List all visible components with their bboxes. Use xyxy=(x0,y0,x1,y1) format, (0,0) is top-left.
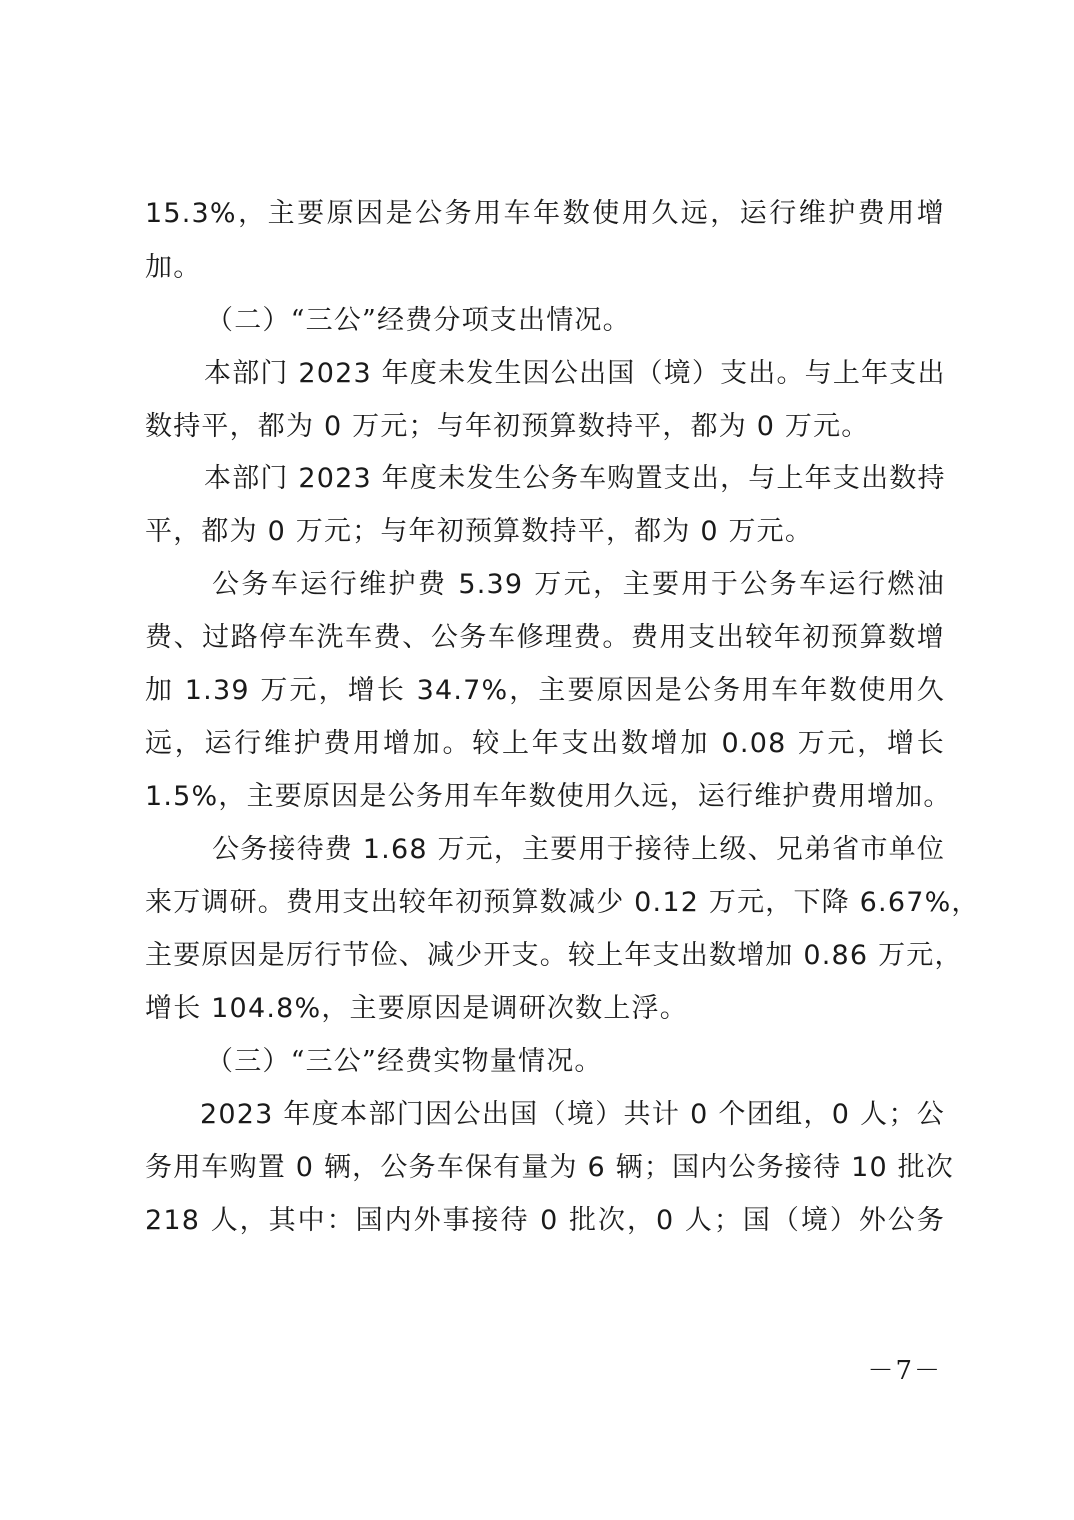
page-number: －7－ xyxy=(867,1356,942,1386)
paragraph-line: 加 1.39 万元，增长 34.7%，主要原因是公务用车年数使用久 xyxy=(145,675,945,706)
paragraph-line: 来万调研。费用支出较年初预算数减少 0.12 万元，下降 6.67%， xyxy=(145,887,980,918)
paragraph-line: 218 人，其中：国内外事接待 0 批次，0 人；国（境）外公务 xyxy=(145,1205,945,1236)
paragraph-line: 15.3%，主要原因是公务用车年数使用久远，运行维护费用增 xyxy=(145,198,945,229)
paragraph-line: 平，都为 0 万元；与年初预算数持平，都为 0 万元。 xyxy=(145,516,814,547)
paragraph-line: 费、过路停车洗车费、公务车修理费。费用支出较年初预算数增 xyxy=(145,622,945,653)
paragraph-line: 主要原因是厉行节俭、减少开支。较上年支出数增加 0.86 万元， xyxy=(145,940,963,971)
paragraph-line: 远，运行维护费用增加。较上年支出数增加 0.08 万元，增长 xyxy=(145,728,945,759)
paragraph-line: 务用车购置 0 辆，公务车保有量为 6 辆；国内公务接待 10 批次 xyxy=(145,1152,955,1183)
paragraph-line: 公务接待费 1.68 万元，主要用于接待上级、兄弟省市单位 xyxy=(212,834,946,865)
section-heading-2: （二）“三公”经费分项支出情况。 xyxy=(206,305,631,336)
paragraph-line: 本部门 2023 年度未发生公务车购置支出，与上年支出数持 xyxy=(204,463,946,494)
paragraph-line: 2023 年度本部门因公出国（境）共计 0 个团组，0 人；公 xyxy=(200,1099,945,1130)
paragraph-line: 本部门 2023 年度未发生因公出国（境）支出。与上年支出 xyxy=(204,358,946,389)
paragraph-line: 增长 104.8%，主要原因是调研次数上浮。 xyxy=(145,993,688,1024)
paragraph-line: 加。 xyxy=(145,252,202,283)
paragraph-line: 数持平，都为 0 万元；与年初预算数持平，都为 0 万元。 xyxy=(145,411,870,442)
section-heading-3: （三）“三公”经费实物量情况。 xyxy=(206,1046,603,1077)
paragraph-line: 公务车运行维护费 5.39 万元，主要用于公务车运行燃油 xyxy=(212,569,945,600)
paragraph-line: 1.5%，主要原因是公务用车年数使用久远，运行维护费用增加。 xyxy=(145,781,952,812)
